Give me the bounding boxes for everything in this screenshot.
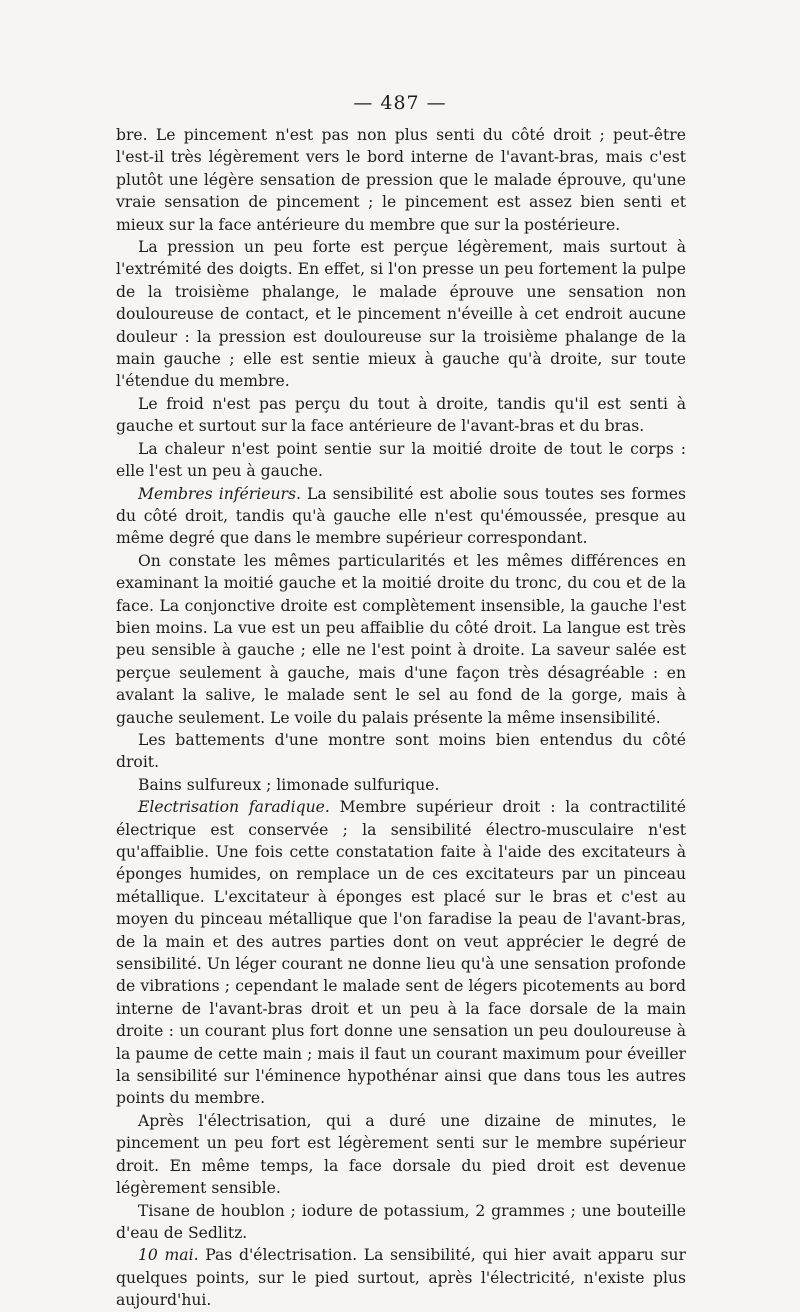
body-text bbox=[116, 124, 686, 1312]
paragraph: Le froid n'est pas perçu du tout à droite, tandis qu'il est senti à gauche et surtout sur la face antérieure de l'avant-bras et du bras. bbox=[116, 394, 686, 436]
paragraph bbox=[116, 1244, 686, 1311]
paragraph-text: La sensibilité est abolie sous toutes ses formes du côté droit, tandis qu'à gauche elle n'est qu'émoussée, presque au même degré que dans le membre supérieur correspondant. bbox=[116, 484, 687, 548]
paragraph: Après l'électrisation, qui a duré une dizaine de minutes, le pincement un peu fort est légèrement senti sur le membre supérieur droit. En même temps, la face dorsale du pied droit est devenue légèrement sensible. bbox=[116, 1111, 686, 1198]
paragraph: La pression un peu forte est perçue légèrement, mais surtout à l'extrémité des doigts. En effet, si l'on presse un peu fortement la pulpe de la troisième phalange, le malade éprouve une sensation non douloureuse de contact, et le pincement n'éveille à cet endroit aucune douleur : la pression est douloureuse sur la troisième phalange de la main gauche ; elle est sentie mieux à gauche qu'à droite, sur toute l'étendue du membre. bbox=[116, 238, 686, 391]
paragraph bbox=[116, 796, 686, 1110]
paragraph bbox=[116, 483, 686, 550]
section-heading-italic: Electrisation faradique. bbox=[138, 798, 330, 817]
paragraph: Tisane de houblon ; iodure de potassium, 2 grammes ; une bouteille d'eau de Sedlitz. bbox=[116, 1201, 686, 1242]
page-number: — 487 — bbox=[353, 92, 447, 114]
date-italic: 10 mai. bbox=[138, 1246, 199, 1265]
paragraph: La chaleur n'est point sentie sur la moitié droite de tout le corps : elle l'est un peu à gauche. bbox=[116, 439, 686, 481]
paragraph: On constate les mêmes particularités et les mêmes différences en examinant la moitié gauche et la moitié droite du tronc, du cou et de la face. La conjonctive droite est complètement insensible, la gauche l'est bien moins. La vue est un peu affaiblie du côté droit. La langue est très peu sensible à gauche ; elle ne l'est point à droite. La saveur salée est perçue seulement à gauche, mais d'une façon très désagréable : en avalant la salive, le malade sent le sel au fond de la gorge, mais à gauche seulement. Le voile du palais présente la même insensibilité. bbox=[116, 551, 686, 727]
paragraph: Les battements d'une montre sont moins bien entendus du côté droit. bbox=[116, 730, 686, 772]
paragraph-text: Membre supérieur droit : la contractilité électrique est conservée ; la sensibilité électro-musculaire n'est qu'affaiblie. Une fois cette constatation faite à l'aide des excitateurs à éponges humides, on remplace un de ces excitateurs par un pinceau métallique. L'excitateur à éponges est placé sur le bras et c'est au moyen du pinceau métallique que l'on faradise la peau de l'avant-bras, de la main et des autres parties dont on veut apprécier le degré de sensibilité. Un léger courant ne donne lieu qu'à une sensation profonde de vibrations ; cependant le malade sent de légers picotements au bord interne de l'avant-bras droit et un peu à la face dorsale de la main droite : un courant plus fort donne une sensation un peu douloureuse à la paume de cette main ; mais il faut un courant maximum pour éveiller la sensibilité sur l'éminence hypothénar ainsi que dans tous les autres points du membre. bbox=[116, 798, 686, 1108]
paragraph: bre. Le pincement n'est pas non plus senti du côté droit ; peut-être l'est-il très légèrement vers le bord interne de l'avant-bras, mais c'est plutôt une légère sensation de pression que le malade éprouve, qu'une vraie sensation de pincement ; le pincement est assez bien senti et mieux sur la face antérieure du membre que sur la postérieure. bbox=[116, 126, 686, 234]
paragraph: Bains sulfureux ; limonade sulfurique. bbox=[138, 775, 440, 794]
paragraph-text: Pas d'électrisation. La sensibilité, qui hier avait apparu sur quelques points, sur le pied surtout, après l'électricité, n'existe plus aujourd'hui. bbox=[116, 1246, 687, 1310]
section-heading-italic: Membres inférieurs. bbox=[138, 484, 301, 503]
